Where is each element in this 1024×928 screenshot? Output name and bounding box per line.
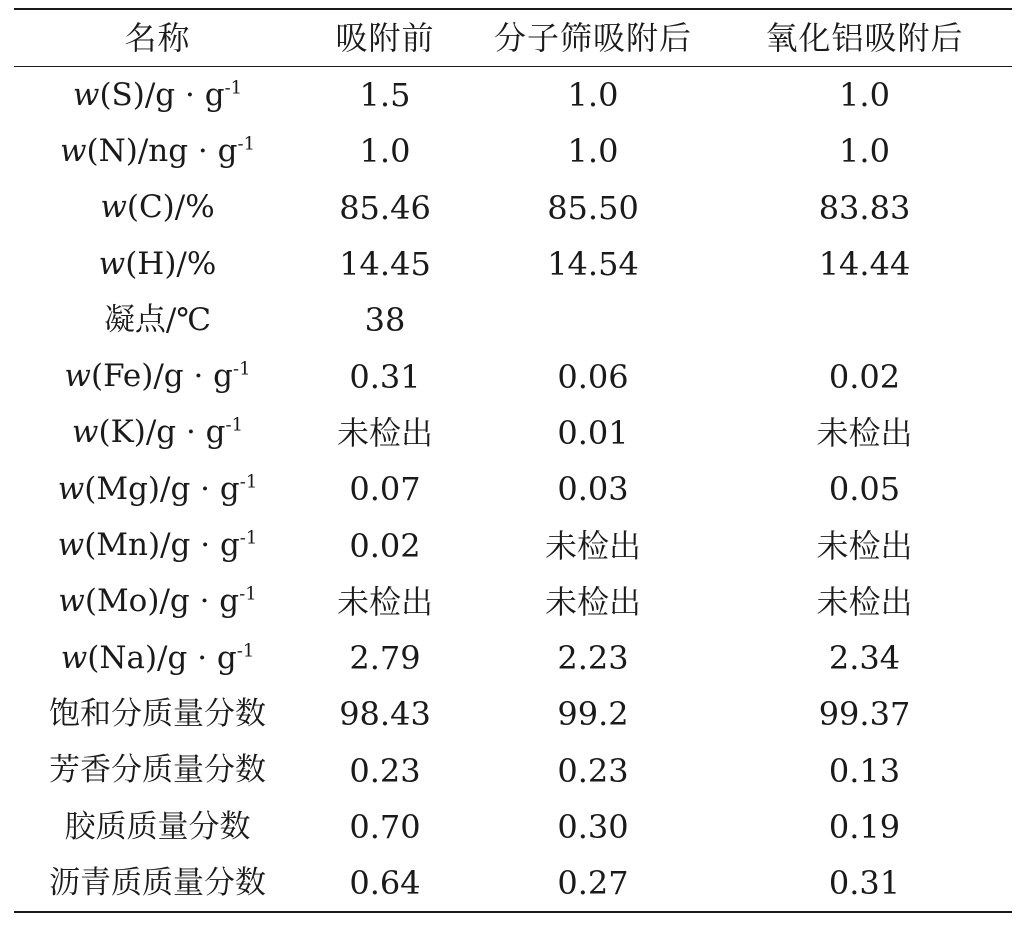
unit-exponent: -1 xyxy=(237,133,256,155)
value-before-adsorption: 2.79 xyxy=(349,639,421,678)
row-name-cell xyxy=(14,292,301,348)
table-row xyxy=(14,743,1012,799)
value-after-alumina: 2.34 xyxy=(828,639,901,678)
unit-exponent: -1 xyxy=(233,358,251,380)
value-after-alumina: 0.19 xyxy=(828,808,901,846)
row-name-text: (S)/g · g xyxy=(99,76,225,113)
unit-exponent: -1 xyxy=(224,77,243,99)
row-name-cell xyxy=(14,180,301,236)
row-name-text: 饱和分质量分数 xyxy=(49,695,266,732)
row-name-cell xyxy=(14,236,301,292)
value-after-molecular-sieve: 0.30 xyxy=(557,808,629,846)
value-after-alumina: 0.13 xyxy=(828,751,901,790)
value-after-molecular-sieve: 2.23 xyxy=(557,639,629,678)
unit-exponent: -1 xyxy=(225,415,244,437)
value-before-adsorption: 38 xyxy=(364,301,406,340)
header-name: 名称 xyxy=(124,19,191,57)
row-name-cell xyxy=(14,686,301,742)
row-name-text: 芳香分质量分数 xyxy=(49,752,266,789)
value-before-adsorption: 未检出 xyxy=(336,413,433,452)
value-before-adsorption: 14.45 xyxy=(339,245,431,284)
row-name-text: (Mn)/g · g xyxy=(84,527,240,564)
adsorption-results-table xyxy=(14,8,1012,913)
table-header-row xyxy=(14,9,1012,67)
value-after-molecular-sieve: 0.27 xyxy=(557,864,629,903)
table-row xyxy=(14,292,1012,348)
value-after-alumina: 99.37 xyxy=(818,695,911,734)
value-after-alumina: 83.83 xyxy=(818,188,911,227)
row-name-text: 胶质质量分数 xyxy=(64,808,251,845)
variable-symbol: w xyxy=(72,76,100,113)
table-body xyxy=(14,67,1012,913)
header-after-alumina: 氧化铝吸附后 xyxy=(765,19,964,57)
table-row xyxy=(14,686,1012,742)
row-name-cell xyxy=(14,855,301,912)
value-after-alumina xyxy=(717,292,1012,348)
table-row xyxy=(14,855,1012,912)
value-after-molecular-sieve xyxy=(469,292,717,348)
value-before-adsorption: 未检出 xyxy=(336,582,433,621)
header-before-adsorption: 吸附前 xyxy=(335,19,435,57)
table-row xyxy=(14,405,1012,461)
variable-symbol: w xyxy=(100,189,127,226)
value-after-molecular-sieve: 0.03 xyxy=(557,470,629,509)
value-after-molecular-sieve: 99.2 xyxy=(557,695,629,734)
value-before-adsorption: 0.02 xyxy=(349,526,421,565)
value-after-alumina: 未检出 xyxy=(816,582,913,621)
results-table-container xyxy=(14,8,1012,913)
table-row xyxy=(14,574,1012,630)
value-after-alumina: 1.0 xyxy=(839,76,890,115)
row-name-cell xyxy=(14,123,301,179)
value-after-molecular-sieve: 14.54 xyxy=(547,245,639,284)
row-name-text: (K)/g · g xyxy=(98,414,226,451)
value-after-alumina: 1.0 xyxy=(839,132,890,171)
row-name-text: (Mg)/g · g xyxy=(84,470,240,507)
variable-symbol: w xyxy=(59,132,87,169)
table-row xyxy=(14,348,1012,404)
value-before-adsorption: 0.64 xyxy=(349,864,421,903)
row-name-cell xyxy=(14,405,301,461)
value-after-alumina: 未检出 xyxy=(816,526,913,565)
table-row xyxy=(14,123,1012,179)
row-name-cell xyxy=(14,348,301,404)
value-after-molecular-sieve: 0.23 xyxy=(557,751,629,790)
header-after-molecular-sieve: 分子筛吸附后 xyxy=(493,19,692,57)
row-name-cell xyxy=(14,517,301,573)
value-after-alumina: 0.31 xyxy=(828,864,901,903)
row-name-cell xyxy=(14,574,301,630)
table-row xyxy=(14,630,1012,686)
unit-exponent: -1 xyxy=(239,583,257,605)
value-after-molecular-sieve: 1.0 xyxy=(567,132,619,171)
row-name-text: (H)/% xyxy=(125,245,217,282)
row-name-text: (Na)/g · g xyxy=(87,639,237,676)
row-name-text: 凝点/℃ xyxy=(103,301,212,338)
variable-symbol: w xyxy=(71,414,99,451)
unit-exponent: -1 xyxy=(239,471,258,493)
variable-symbol: w xyxy=(57,527,85,564)
value-after-molecular-sieve: 未检出 xyxy=(544,582,641,621)
row-name-cell xyxy=(14,67,301,124)
unit-exponent: -1 xyxy=(239,527,258,549)
table-row xyxy=(14,67,1012,124)
table-row xyxy=(14,461,1012,517)
value-after-molecular-sieve: 未检出 xyxy=(544,526,641,565)
value-after-molecular-sieve: 0.06 xyxy=(557,357,629,396)
value-before-adsorption: 0.23 xyxy=(349,751,421,790)
table-row xyxy=(14,799,1012,855)
table-row xyxy=(14,236,1012,292)
row-name-cell xyxy=(14,461,301,517)
variable-symbol: w xyxy=(57,470,85,507)
value-before-adsorption: 0.31 xyxy=(349,357,421,396)
value-before-adsorption: 0.70 xyxy=(349,808,421,846)
row-name-text: (C)/% xyxy=(126,189,215,226)
value-before-adsorption: 85.46 xyxy=(339,188,431,227)
variable-symbol: w xyxy=(64,358,91,395)
value-before-adsorption: 1.5 xyxy=(359,76,411,115)
row-name-text: 沥青质质量分数 xyxy=(49,864,266,901)
value-after-alumina: 0.05 xyxy=(828,470,901,509)
variable-symbol: w xyxy=(60,639,88,676)
value-after-alumina: 0.02 xyxy=(828,357,901,396)
value-after-alumina: 未检出 xyxy=(816,413,913,452)
row-name-cell xyxy=(14,799,301,855)
variable-symbol: w xyxy=(58,583,85,620)
row-name-text: (N)/ng · g xyxy=(86,132,238,169)
row-name-text: (Fe)/g · g xyxy=(90,358,234,395)
value-after-molecular-sieve: 85.50 xyxy=(547,188,639,227)
unit-exponent: -1 xyxy=(236,640,255,662)
value-before-adsorption: 98.43 xyxy=(339,695,431,734)
value-after-molecular-sieve: 0.01 xyxy=(557,413,629,452)
row-name-text: (Mo)/g · g xyxy=(84,583,240,620)
value-after-alumina: 14.44 xyxy=(818,245,911,284)
value-after-molecular-sieve: 1.0 xyxy=(567,76,619,115)
value-before-adsorption: 0.07 xyxy=(349,470,421,509)
table-row xyxy=(14,517,1012,573)
variable-symbol: w xyxy=(98,245,126,282)
row-name-cell xyxy=(14,630,301,686)
table-row xyxy=(14,180,1012,236)
row-name-cell xyxy=(14,743,301,799)
value-before-adsorption: 1.0 xyxy=(359,132,411,171)
